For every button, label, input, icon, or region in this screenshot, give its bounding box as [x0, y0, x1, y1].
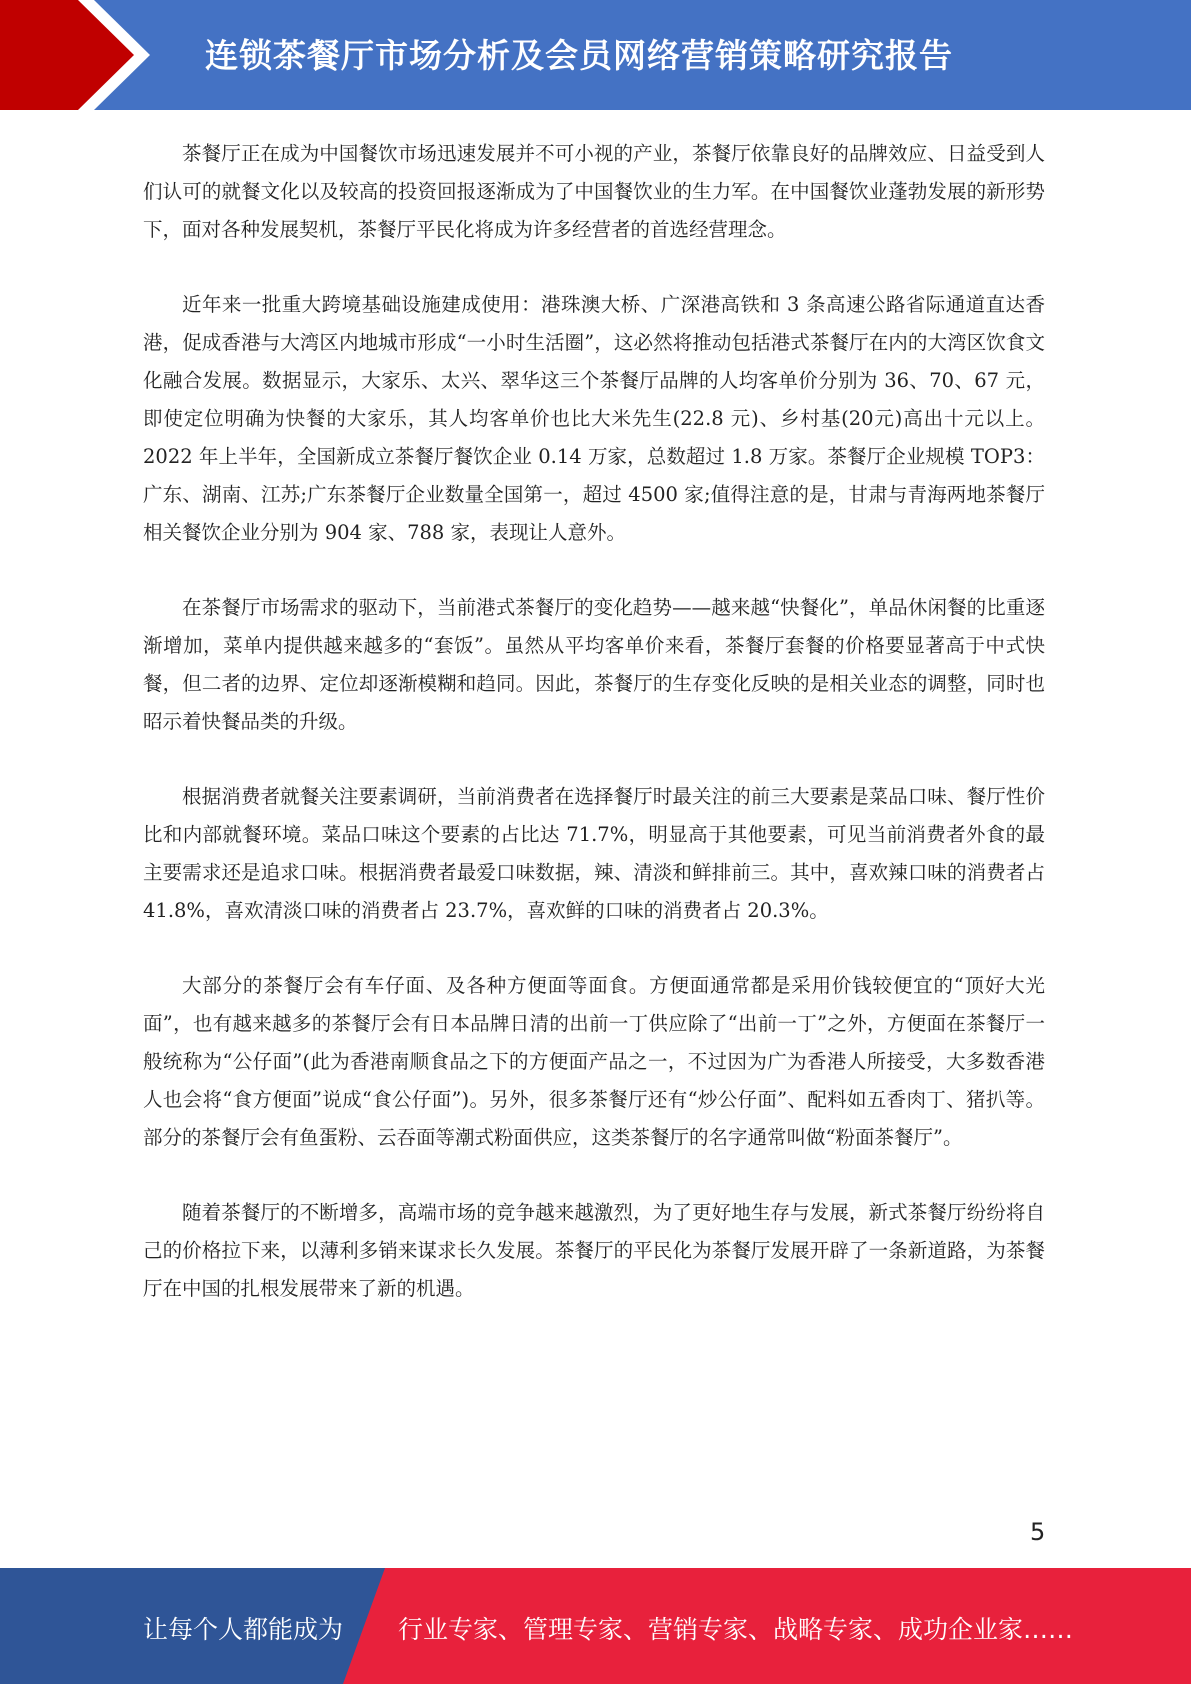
paragraph: 在茶餐厅市场需求的驱动下，当前港式茶餐厅的变化趋势——越来越“快餐化”，单品休闲餐的比重逐渐增加，菜单内提供越来越多的“套饭”。虽然从平均客单价来看，茶餐厅套餐的价格要显著高于中式快餐，但二者的边界、定位却逐渐模糊和趋同。因此，茶餐厅的生存变化反映的是相关业态的调整，同时也昭示着快餐品类的升级。	[143, 596, 1045, 733]
footer-slogan-right: 行业专家、管理专家、营销专家、战略专家、成功企业家……	[398, 1615, 1074, 1644]
paragraph: 大部分的茶餐厅会有车仔面、及各种方便面等面食。方便面通常都是采用价钱较便宜的“顶好大光面”，也有越来越多的茶餐厅会有日本品牌日清的出前一丁供应除了“出前一丁”之外，方便面在茶餐厅一般统称为“公仔面”(此为香港南顺食品之下的方便面产品之一，不过因为广为香港人所接受，大多数香港人也会将“食方便面”说成“食公仔面”)。另外，很多茶餐厅还有“炒公仔面”、配料如五香肉丁、猪扒等。部分的茶餐厅会有鱼蛋粉、云吞面等潮式粉面供应，这类茶餐厅的名字通常叫做“粉面茶餐厅”。	[143, 974, 1045, 1149]
report-body	[143, 135, 1045, 1345]
paragraph: 茶餐厅正在成为中国餐饮市场迅速发展并不可小视的产业，茶餐厅依靠良好的品牌效应、日益受到人们认可的就餐文化以及较高的投资回报逐渐成为了中国餐饮业的生力军。在中国餐饮业蓬勃发展的新形势下，面对各种发展契机，茶餐厅平民化将成为许多经营者的首选经营理念。	[143, 142, 1045, 241]
page-footer	[0, 1568, 1191, 1684]
page-number: 5	[1030, 1518, 1046, 1546]
paragraph: 根据消费者就餐关注要素调研，当前消费者在选择餐厅时最关注的前三大要素是菜品口味、餐厅性价比和内部就餐环境。菜品口味这个要素的占比达 71.7%，明显高于其他要素，可见当前消费者外食的最主要需求还是追求口味。根据消费者最爱口味数据，辣、清淡和鲜排前三。其中，喜欢辣口味的消费者占 41.8%，喜欢清淡口味的消费者占 23.7%，喜欢鲜的口味的消费者占 20.3%。	[143, 785, 1045, 922]
footer-slogan-left: 让每个人都能成为	[143, 1615, 344, 1644]
page-header	[0, 0, 1191, 110]
paragraph: 随着茶餐厅的不断增多，高端市场的竞争越来越激烈，为了更好地生存与发展，新式茶餐厅纷纷将自己的价格拉下来，以薄利多销来谋求长久发展。茶餐厅的平民化为茶餐厅发展开辟了一条新道路，为茶餐厅在中国的扎根发展带来了新的机遇。	[143, 1201, 1045, 1300]
document-title: 连锁茶餐厅市场分析及会员网络营销策略研究报告	[205, 36, 953, 75]
paragraph: 近年来一批重大跨境基础设施建成使用：港珠澳大桥、广深港高铁和 3 条高速公路省际通道直达香港，促成香港与大湾区内地城市形成“一小时生活圈”，这必然将推动包括港式茶餐厅在内的大湾区饮食文化融合发展。数据显示，大家乐、太兴、翠华这三个茶餐厅品牌的人均客单价分别为 36、70、67 元，即使定位明确为快餐的大家乐，其人均客单价也比大米先生(22.8 元)、乡村基(20元)高出十元以上。2022 年上半年，全国新成立茶餐厅餐饮企业 0.14 万家，总数超过 1.8 万家。茶餐厅企业规模 TOP3：广东、湖南、江苏;广东茶餐厅企业数量全国第一，超过 4500 家;值得注意的是，甘肃与青海两地茶餐厅相关餐饮企业分别为 904 家、788 家，表现让人意外。	[143, 293, 1045, 544]
